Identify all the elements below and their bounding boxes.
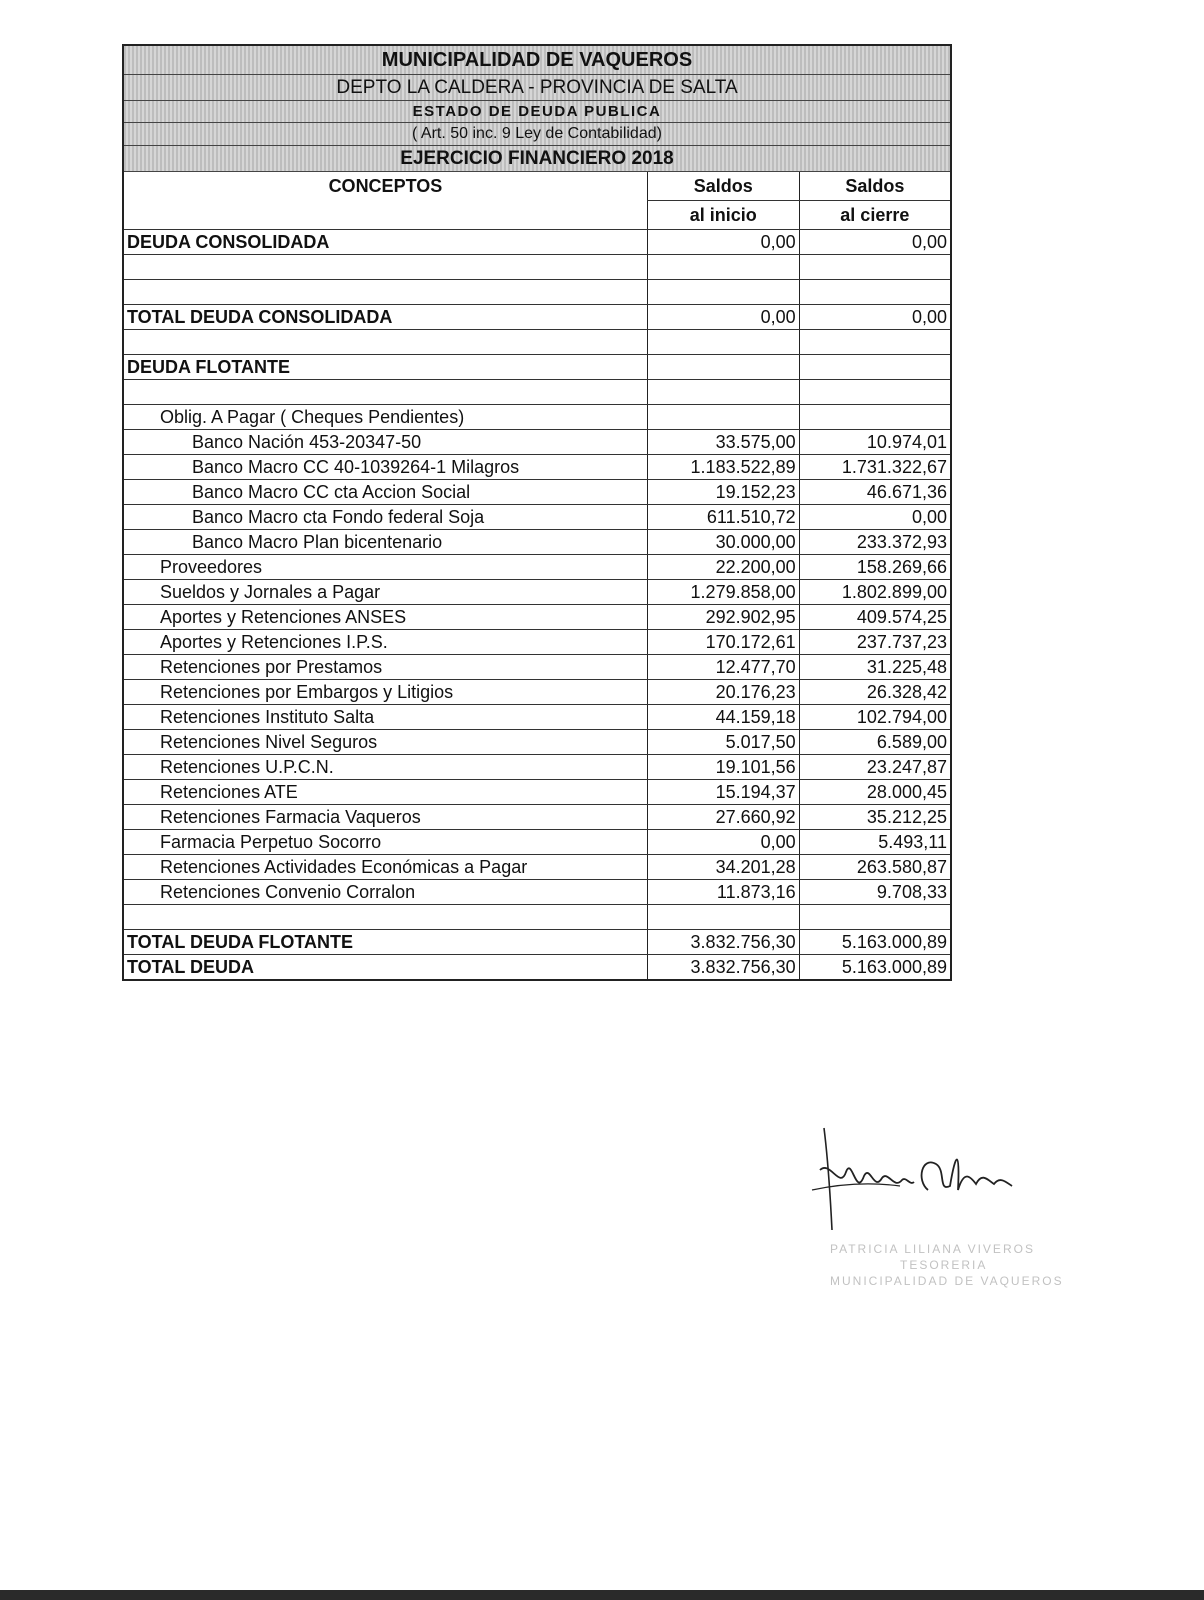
debt-item-end: 23.247,87 bbox=[799, 755, 951, 780]
debt-item-start: 44.159,18 bbox=[647, 705, 799, 730]
debt-item-start: 170.172,61 bbox=[647, 630, 799, 655]
debt-item-row bbox=[123, 855, 951, 880]
debt-item-row bbox=[123, 430, 951, 455]
signatory-role: TESORERIA bbox=[900, 1258, 988, 1272]
debt-item-label: Retenciones Actividades Económicas a Pagar bbox=[123, 855, 647, 880]
total-consolidated-label: TOTAL DEUDA CONSOLIDADA bbox=[123, 305, 647, 330]
debt-item-label: Aportes y Retenciones ANSES bbox=[123, 605, 647, 630]
debt-item-start: 33.575,00 bbox=[647, 430, 799, 455]
signatory-organization: MUNICIPALIDAD DE VAQUEROS bbox=[830, 1274, 1064, 1288]
debt-item-start: 611.510,72 bbox=[647, 505, 799, 530]
debt-item-end: 1.731.322,67 bbox=[799, 455, 951, 480]
start-balance-header-top: Saldos bbox=[647, 172, 799, 201]
consolidated-debt-start: 0,00 bbox=[647, 230, 799, 255]
debt-item-start: 34.201,28 bbox=[647, 855, 799, 880]
debt-item-end: 9.708,33 bbox=[799, 880, 951, 905]
debt-statement bbox=[122, 44, 952, 981]
debt-item-start: 19.152,23 bbox=[647, 480, 799, 505]
debt-item-end: 46.671,36 bbox=[799, 480, 951, 505]
debt-item-row bbox=[123, 580, 951, 605]
debt-item-row bbox=[123, 830, 951, 855]
signature-block bbox=[810, 1120, 1064, 1300]
debt-item-label: Retenciones por Embargos y Litigios bbox=[123, 680, 647, 705]
total-debt-label: TOTAL DEUDA bbox=[123, 955, 647, 981]
debt-item-row bbox=[123, 455, 951, 480]
debt-item-start: 12.477,70 bbox=[647, 655, 799, 680]
department-title: DEPTO LA CALDERA - PROVINCIA DE SALTA bbox=[124, 75, 950, 101]
empty-row bbox=[123, 380, 951, 405]
document-header bbox=[122, 44, 952, 172]
legal-reference: ( Art. 50 inc. 9 Ley de Contabilidad) bbox=[124, 123, 950, 146]
debt-item-start: 5.017,50 bbox=[647, 730, 799, 755]
debt-item-end: 10.974,01 bbox=[799, 430, 951, 455]
debt-item-start: 22.200,00 bbox=[647, 555, 799, 580]
consolidated-debt-row bbox=[123, 230, 951, 255]
debt-item-row bbox=[123, 480, 951, 505]
debt-item-start: 15.194,37 bbox=[647, 780, 799, 805]
obligations-group-row bbox=[123, 405, 951, 430]
debt-item-start: 1.279.858,00 bbox=[647, 580, 799, 605]
debt-item-end: 31.225,48 bbox=[799, 655, 951, 680]
scan-edge bbox=[0, 1590, 1204, 1600]
debt-item-end: 102.794,00 bbox=[799, 705, 951, 730]
debt-item-row bbox=[123, 530, 951, 555]
debt-item-label: Banco Macro CC cta Accion Social bbox=[123, 480, 647, 505]
start-balance-header-bottom: al inicio bbox=[647, 201, 799, 230]
debt-item-row bbox=[123, 555, 951, 580]
debt-item-label: Retenciones Convenio Corralon bbox=[123, 880, 647, 905]
debt-item-row bbox=[123, 780, 951, 805]
end-balance-header-bottom: al cierre bbox=[799, 201, 951, 230]
debt-item-row bbox=[123, 630, 951, 655]
total-consolidated-row bbox=[123, 305, 951, 330]
consolidated-debt-end: 0,00 bbox=[799, 230, 951, 255]
debt-item-row bbox=[123, 755, 951, 780]
debt-item-end: 409.574,25 bbox=[799, 605, 951, 630]
floating-debt-label: DEUDA FLOTANTE bbox=[123, 355, 647, 380]
empty-row bbox=[123, 905, 951, 930]
debt-item-end: 0,00 bbox=[799, 505, 951, 530]
debt-item-start: 1.183.522,89 bbox=[647, 455, 799, 480]
debt-item-start: 27.660,92 bbox=[647, 805, 799, 830]
debt-item-label: Retenciones por Prestamos bbox=[123, 655, 647, 680]
debt-item-start: 0,00 bbox=[647, 830, 799, 855]
fiscal-year-title: EJERCICIO FINANCIERO 2018 bbox=[124, 146, 950, 172]
debt-item-end: 237.737,23 bbox=[799, 630, 951, 655]
debt-item-row bbox=[123, 880, 951, 905]
debt-item-label: Sueldos y Jornales a Pagar bbox=[123, 580, 647, 605]
signatory-name: PATRICIA LILIANA VIVEROS bbox=[830, 1242, 1035, 1256]
column-header-row bbox=[123, 172, 951, 201]
handwritten-signature bbox=[810, 1120, 1050, 1240]
debt-item-label: Proveedores bbox=[123, 555, 647, 580]
debt-item-row bbox=[123, 655, 951, 680]
debt-item-label: Farmacia Perpetuo Socorro bbox=[123, 830, 647, 855]
obligations-group-label: Oblig. A Pagar ( Cheques Pendientes) bbox=[123, 405, 647, 430]
debt-item-label: Banco Macro cta Fondo federal Soja bbox=[123, 505, 647, 530]
concepts-header: CONCEPTOS bbox=[328, 175, 443, 196]
debt-item-label: Retenciones U.P.C.N. bbox=[123, 755, 647, 780]
column-header-row-2 bbox=[123, 201, 951, 230]
debt-item-label: Banco Macro Plan bicentenario bbox=[123, 530, 647, 555]
municipality-title: MUNICIPALIDAD DE VAQUEROS bbox=[124, 46, 950, 75]
debt-item-start: 19.101,56 bbox=[647, 755, 799, 780]
debt-item-row bbox=[123, 680, 951, 705]
debt-item-row bbox=[123, 730, 951, 755]
statement-title: ESTADO DE DEUDA PUBLICA bbox=[124, 101, 950, 123]
empty-row bbox=[123, 255, 951, 280]
debt-item-end: 26.328,42 bbox=[799, 680, 951, 705]
total-debt-start: 3.832.756,30 bbox=[647, 955, 799, 981]
debt-item-row bbox=[123, 505, 951, 530]
debt-item-label: Banco Macro CC 40-1039264-1 Milagros bbox=[123, 455, 647, 480]
total-floating-end: 5.163.000,89 bbox=[799, 930, 951, 955]
total-debt-row bbox=[123, 955, 951, 981]
total-floating-start: 3.832.756,30 bbox=[647, 930, 799, 955]
debt-item-end: 5.493,11 bbox=[799, 830, 951, 855]
debt-item-row bbox=[123, 705, 951, 730]
total-floating-label: TOTAL DEUDA FLOTANTE bbox=[123, 930, 647, 955]
debt-item-label: Retenciones ATE bbox=[123, 780, 647, 805]
debt-item-start: 11.873,16 bbox=[647, 880, 799, 905]
consolidated-debt-label: DEUDA CONSOLIDADA bbox=[123, 230, 647, 255]
floating-debt-row bbox=[123, 355, 951, 380]
empty-row bbox=[123, 330, 951, 355]
debt-item-label: Banco Nación 453-20347-50 bbox=[123, 430, 647, 455]
total-floating-row bbox=[123, 930, 951, 955]
debt-item-label: Aportes y Retenciones I.P.S. bbox=[123, 630, 647, 655]
debt-item-end: 28.000,45 bbox=[799, 780, 951, 805]
debt-item-end: 233.372,93 bbox=[799, 530, 951, 555]
debt-item-row bbox=[123, 805, 951, 830]
debt-item-row bbox=[123, 605, 951, 630]
total-debt-end: 5.163.000,89 bbox=[799, 955, 951, 981]
empty-row bbox=[123, 280, 951, 305]
debt-item-end: 35.212,25 bbox=[799, 805, 951, 830]
debt-item-label: Retenciones Nivel Seguros bbox=[123, 730, 647, 755]
debt-item-label: Retenciones Instituto Salta bbox=[123, 705, 647, 730]
debt-item-start: 292.902,95 bbox=[647, 605, 799, 630]
debt-item-start: 20.176,23 bbox=[647, 680, 799, 705]
debt-table bbox=[122, 172, 952, 981]
debt-item-label: Retenciones Farmacia Vaqueros bbox=[123, 805, 647, 830]
debt-item-end: 158.269,66 bbox=[799, 555, 951, 580]
debt-item-start: 30.000,00 bbox=[647, 530, 799, 555]
debt-item-end: 263.580,87 bbox=[799, 855, 951, 880]
debt-item-end: 6.589,00 bbox=[799, 730, 951, 755]
total-consolidated-start: 0,00 bbox=[647, 305, 799, 330]
total-consolidated-end: 0,00 bbox=[799, 305, 951, 330]
debt-item-end: 1.802.899,00 bbox=[799, 580, 951, 605]
end-balance-header-top: Saldos bbox=[799, 172, 951, 201]
